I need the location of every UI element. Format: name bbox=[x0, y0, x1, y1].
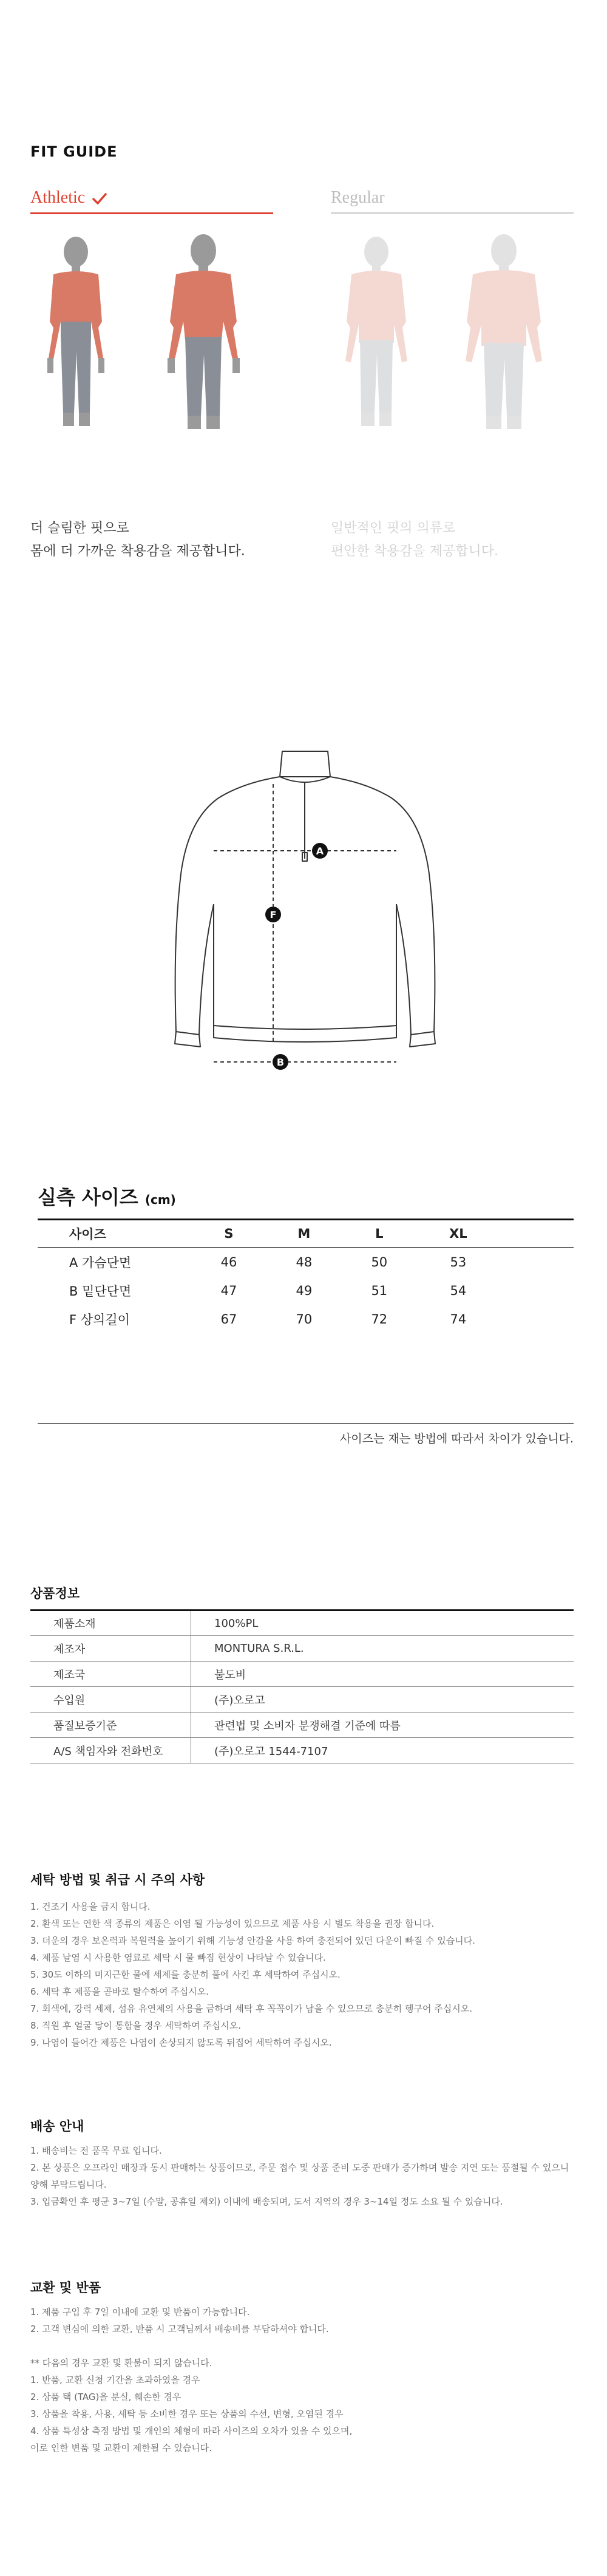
size-table-title bbox=[38, 1182, 176, 1210]
list-item: 2. 환색 또는 연한 색 종류의 제품은 이염 될 가능성이 있으므로 제품 사용 시 별도 착용을 권장 합니다. bbox=[30, 1918, 435, 1929]
info-value: MONTURA S.R.L. bbox=[191, 1636, 574, 1662]
size-cell-spacer bbox=[500, 1276, 574, 1305]
table-row bbox=[38, 1305, 574, 1333]
athletic-figures-illustration bbox=[30, 231, 273, 498]
info-key: 품질보증기준 bbox=[30, 1712, 191, 1738]
jacket-measurement-diagram bbox=[146, 740, 461, 1080]
athletic-description bbox=[30, 517, 245, 563]
marker-a bbox=[312, 843, 328, 859]
list-item: 1. 반품, 교환 신청 기간을 초과하였을 경우 bbox=[30, 2375, 200, 2385]
care-list bbox=[30, 1898, 475, 2051]
list-item: 이로 인한 변품 및 교환이 제한될 수 있습니다. bbox=[30, 2442, 212, 2453]
size-cell: 51 bbox=[371, 1283, 388, 1298]
tab-regular-underline bbox=[331, 212, 574, 214]
list-item: 7. 회색에, 강력 세제, 섬유 유연제의 사용을 금하며 세탁 후 꼭꼭이가 남을 수 있으므로 충분히 헹구어 주십시오. bbox=[30, 2003, 472, 2014]
regular-figure-female bbox=[345, 237, 407, 426]
marker-b bbox=[273, 1054, 288, 1070]
size-cell: 46 bbox=[220, 1254, 237, 1269]
marker-f-label: F bbox=[270, 909, 277, 921]
regular-figure-male bbox=[466, 234, 542, 429]
list-item: ** 다음의 경우 교환 및 환불이 되지 않습니다. bbox=[30, 2358, 212, 2368]
size-row-label: F 상의길이 bbox=[69, 1312, 130, 1327]
tab-regular-label: Regular bbox=[331, 188, 385, 207]
list-item: 6. 세탁 후 제품을 곧바로 탈수하여 주십시오. bbox=[30, 1986, 209, 1997]
size-cell-spacer bbox=[500, 1248, 574, 1277]
tab-athletic[interactable] bbox=[30, 188, 107, 208]
care-title: 세탁 방법 및 취급 시 주의 사항 bbox=[30, 1873, 205, 1887]
list-item: 4. 상품 특성상 측정 방법 및 개인의 체형에 따라 사이즈의 오차가 있을 수 있으며, bbox=[30, 2426, 353, 2436]
list-item bbox=[30, 2338, 352, 2355]
product-info-title: 상품정보 bbox=[30, 1586, 80, 1601]
tab-regular[interactable] bbox=[331, 188, 385, 208]
returns-title: 교환 및 반품 bbox=[30, 2280, 101, 2295]
size-cell: 47 bbox=[220, 1283, 237, 1298]
size-cell: 74 bbox=[450, 1311, 467, 1327]
size-table-header-row bbox=[38, 1220, 574, 1248]
athletic-figure-female bbox=[47, 237, 104, 426]
marker-b-label: B bbox=[276, 1056, 285, 1068]
tab-athletic-underline bbox=[30, 212, 273, 214]
size-cell: 70 bbox=[296, 1311, 313, 1327]
size-note: 사이즈는 재는 방법에 따라서 차이가 있습니다. bbox=[340, 1432, 574, 1445]
athletic-description-line1: 더 슬림한 핏으로 bbox=[30, 521, 129, 536]
list-item: 8. 직원 후 얼굴 닿이 통함을 경우 세탁하여 주십시오. bbox=[30, 2020, 242, 2031]
table-row bbox=[30, 1712, 574, 1738]
info-value: (주)오로고 1544-7107 bbox=[191, 1738, 574, 1763]
size-note-divider bbox=[38, 1423, 574, 1424]
size-header-xl: XL bbox=[417, 1220, 500, 1248]
size-cell: 53 bbox=[450, 1254, 467, 1269]
regular-description bbox=[331, 517, 498, 563]
size-header-l: L bbox=[342, 1220, 417, 1248]
list-item: 2. 본 상품은 오프라인 매장과 동시 판매하는 상품이므로, 주문 접수 및 상품 준비 도중 판매가 증가하며 발송 지연 또는 품절될 수 있으니 bbox=[30, 2162, 569, 2173]
shipping-list bbox=[30, 2142, 569, 2210]
size-header-spacer bbox=[500, 1220, 574, 1248]
list-item: 1. 배송비는 전 품목 무료 입니다. bbox=[30, 2145, 162, 2156]
table-row bbox=[30, 1738, 574, 1763]
checkmark-icon bbox=[92, 192, 107, 206]
marker-f bbox=[265, 907, 281, 922]
size-table-title-text: 실측 사이즈 bbox=[38, 1186, 138, 1209]
size-header-m: M bbox=[266, 1220, 342, 1248]
info-value: 불도비 bbox=[191, 1662, 574, 1687]
list-item: 3. 더운의 경우 보온력과 복원력을 높이기 위해 기능성 안감을 사용 하여 충전되어 있던 다운이 빠질 수 있습니다. bbox=[30, 1935, 475, 1946]
table-row bbox=[30, 1662, 574, 1687]
fit-guide-title: FIT GUIDE bbox=[30, 143, 118, 160]
info-key: 제품소재 bbox=[30, 1611, 191, 1636]
regular-figures-illustration bbox=[331, 231, 574, 498]
list-item: 3. 입금확인 후 평균 3~7일 (수말, 공휴일 제외) 이내에 배송되며, 도서 지역의 경우 3~14일 정도 소요 될 수 있습니다. bbox=[30, 2196, 503, 2207]
info-value: 100%PL bbox=[191, 1611, 574, 1636]
jacket-outline bbox=[175, 751, 435, 1047]
list-item: 2. 고객 변심에 의한 교환, 반품 시 고객님께서 배송비를 부담하셔야 합니다. bbox=[30, 2324, 329, 2334]
athletic-description-line2: 몸에 더 가까운 착용감을 제공합니다. bbox=[30, 544, 245, 559]
table-row bbox=[38, 1276, 574, 1305]
info-key: 제조국 bbox=[30, 1662, 191, 1687]
list-item: 5. 30도 이하의 미지근한 물에 세제를 충분히 풀에 사킨 후 세탁하여 주십시오. bbox=[30, 1969, 341, 1980]
regular-description-line2: 편안한 착용감을 제공합니다. bbox=[331, 544, 499, 559]
shipping-title: 배송 안내 bbox=[30, 2119, 84, 2134]
list-item: 4. 제품 날염 시 사용한 염료로 세탁 시 물 빠짐 현상이 나타날 수 있습니다. bbox=[30, 1952, 326, 1963]
regular-description-line1: 일반적인 핏의 의류로 bbox=[331, 521, 456, 536]
size-table-unit: (cm) bbox=[144, 1192, 176, 1207]
list-item: 2. 상품 택 (TAG)을 분실, 훼손한 경우 bbox=[30, 2392, 181, 2402]
info-key: 제조자 bbox=[30, 1636, 191, 1662]
size-cell: 67 bbox=[220, 1311, 237, 1327]
info-key: A/S 책임자와 전화번호 bbox=[30, 1738, 191, 1763]
size-cell: 50 bbox=[371, 1254, 388, 1269]
tab-athletic-label: Athletic bbox=[30, 188, 86, 207]
list-item: 3. 상품을 착용, 사용, 세탁 등 소비한 경우 또는 상품의 수선, 변형, 오염된 경우 bbox=[30, 2409, 344, 2419]
size-cell-spacer bbox=[500, 1305, 574, 1333]
table-row bbox=[30, 1687, 574, 1712]
returns-list bbox=[30, 2304, 352, 2456]
info-value: (주)오로고 bbox=[191, 1687, 574, 1712]
list-item: 양해 부탁드립니다. bbox=[30, 2179, 107, 2190]
info-key: 수입원 bbox=[30, 1687, 191, 1712]
table-row bbox=[38, 1248, 574, 1277]
table-row bbox=[30, 1611, 574, 1636]
size-header-label: 사이즈 bbox=[38, 1220, 191, 1248]
table-row bbox=[30, 1636, 574, 1662]
size-table bbox=[38, 1219, 574, 1333]
marker-a-label: A bbox=[316, 845, 324, 857]
info-value: 관련법 및 소비자 분쟁해결 기준에 따름 bbox=[191, 1712, 574, 1738]
athletic-figure-male bbox=[168, 234, 240, 429]
list-item: 1. 건조기 사용을 금지 합니다. bbox=[30, 1901, 151, 1912]
product-info-table bbox=[30, 1609, 574, 1763]
size-cell: 49 bbox=[296, 1283, 313, 1298]
list-item: 9. 나염이 들어간 제품은 나염이 손상되지 않도록 뒤집어 세탁하여 주십시오. bbox=[30, 2037, 332, 2048]
size-row-label: B 밑단단면 bbox=[69, 1283, 132, 1299]
size-cell: 48 bbox=[296, 1254, 313, 1269]
size-header-s: S bbox=[191, 1220, 266, 1248]
size-row-label: A 가슴단면 bbox=[69, 1255, 132, 1270]
list-item: 1. 제품 구입 후 7일 이내에 교환 및 반품이 가능합니다. bbox=[30, 2307, 250, 2317]
size-cell: 72 bbox=[371, 1311, 388, 1327]
size-cell: 54 bbox=[450, 1283, 467, 1298]
